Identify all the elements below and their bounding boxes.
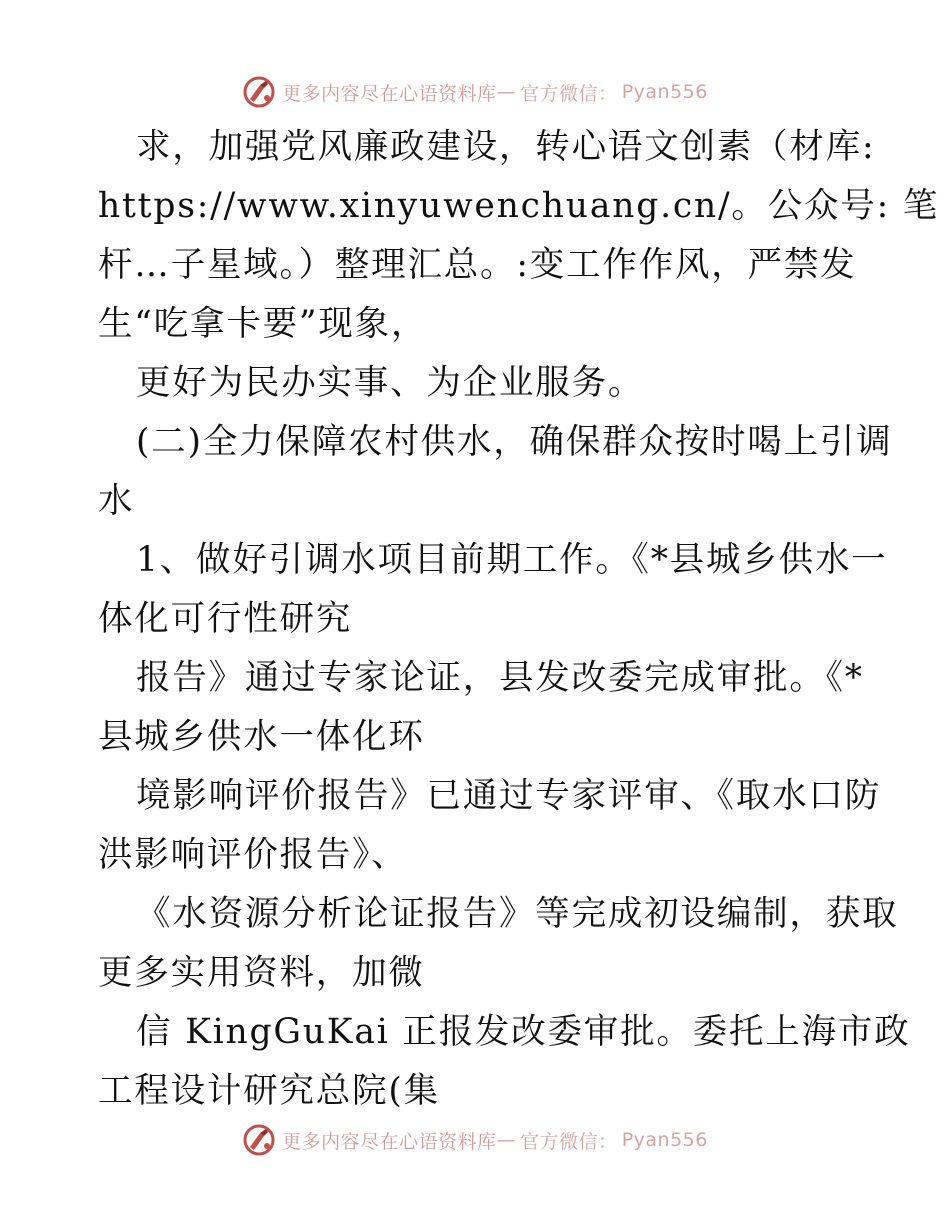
text-line: 工程设计研究总院(集 <box>98 1071 440 1111</box>
brand-logo-icon <box>242 1123 276 1157</box>
text-line: 县城乡供水一体化环 <box>98 717 425 757</box>
text-line: (二)全力保障农村供水，确保群众按时喝上引调 <box>136 422 893 462</box>
text-line: 更好为民办实事、为企业服务。 <box>136 363 645 403</box>
text-line: https://www.xinyuwenchuang.cn/。公众号: 笔 <box>98 186 940 226</box>
brand-logo-icon <box>242 75 276 109</box>
footer-banner <box>0 1120 950 1160</box>
document-body <box>98 118 940 1121</box>
text-line: 生“吃拿卡要”现象， <box>98 304 428 344</box>
banner-wechat-id: Pyan556 <box>621 1129 708 1151</box>
text-line: 更多实用资料，加微 <box>98 953 425 993</box>
banner-separator: — <box>496 81 517 103</box>
banner-wechat-id: Pyan556 <box>621 81 708 103</box>
text-line: 水 <box>98 481 135 521</box>
banner-text: 更多内容尽在心语资料库 <box>282 82 497 105</box>
text-line: 求，加强党风廉政建设，转心语文创素（材库: <box>136 127 876 167</box>
header-banner <box>0 72 950 112</box>
text-line: 《水资源分析论证报告》等完成初设编制，获取 <box>136 894 899 934</box>
banner-text: 更多内容尽在心语资料库 <box>282 1130 497 1153</box>
banner-separator: — <box>496 1129 517 1151</box>
banner-wechat-label: 官方微信： <box>520 82 618 105</box>
text-line: 体化可行性研究 <box>98 599 353 639</box>
text-line: 杆…子星域。）整理汇总。:变工作作风，严禁发 <box>98 245 857 285</box>
text-line: 境影响评价报告》已通过专家评审、《取水口防 <box>136 776 882 816</box>
text-line: 洪影响评价报告》、 <box>98 835 408 875</box>
banner-wechat-label: 官方微信： <box>520 1130 618 1153</box>
text-line: 报告》通过专家论证，县发改委完成审批。《* <box>136 658 864 698</box>
text-line: 1、做好引调水项目前期工作。《*县城乡供水一 <box>136 540 888 580</box>
text-line: 信 KingGuKai 正报发改委审批。委托上海市政 <box>136 1012 911 1052</box>
